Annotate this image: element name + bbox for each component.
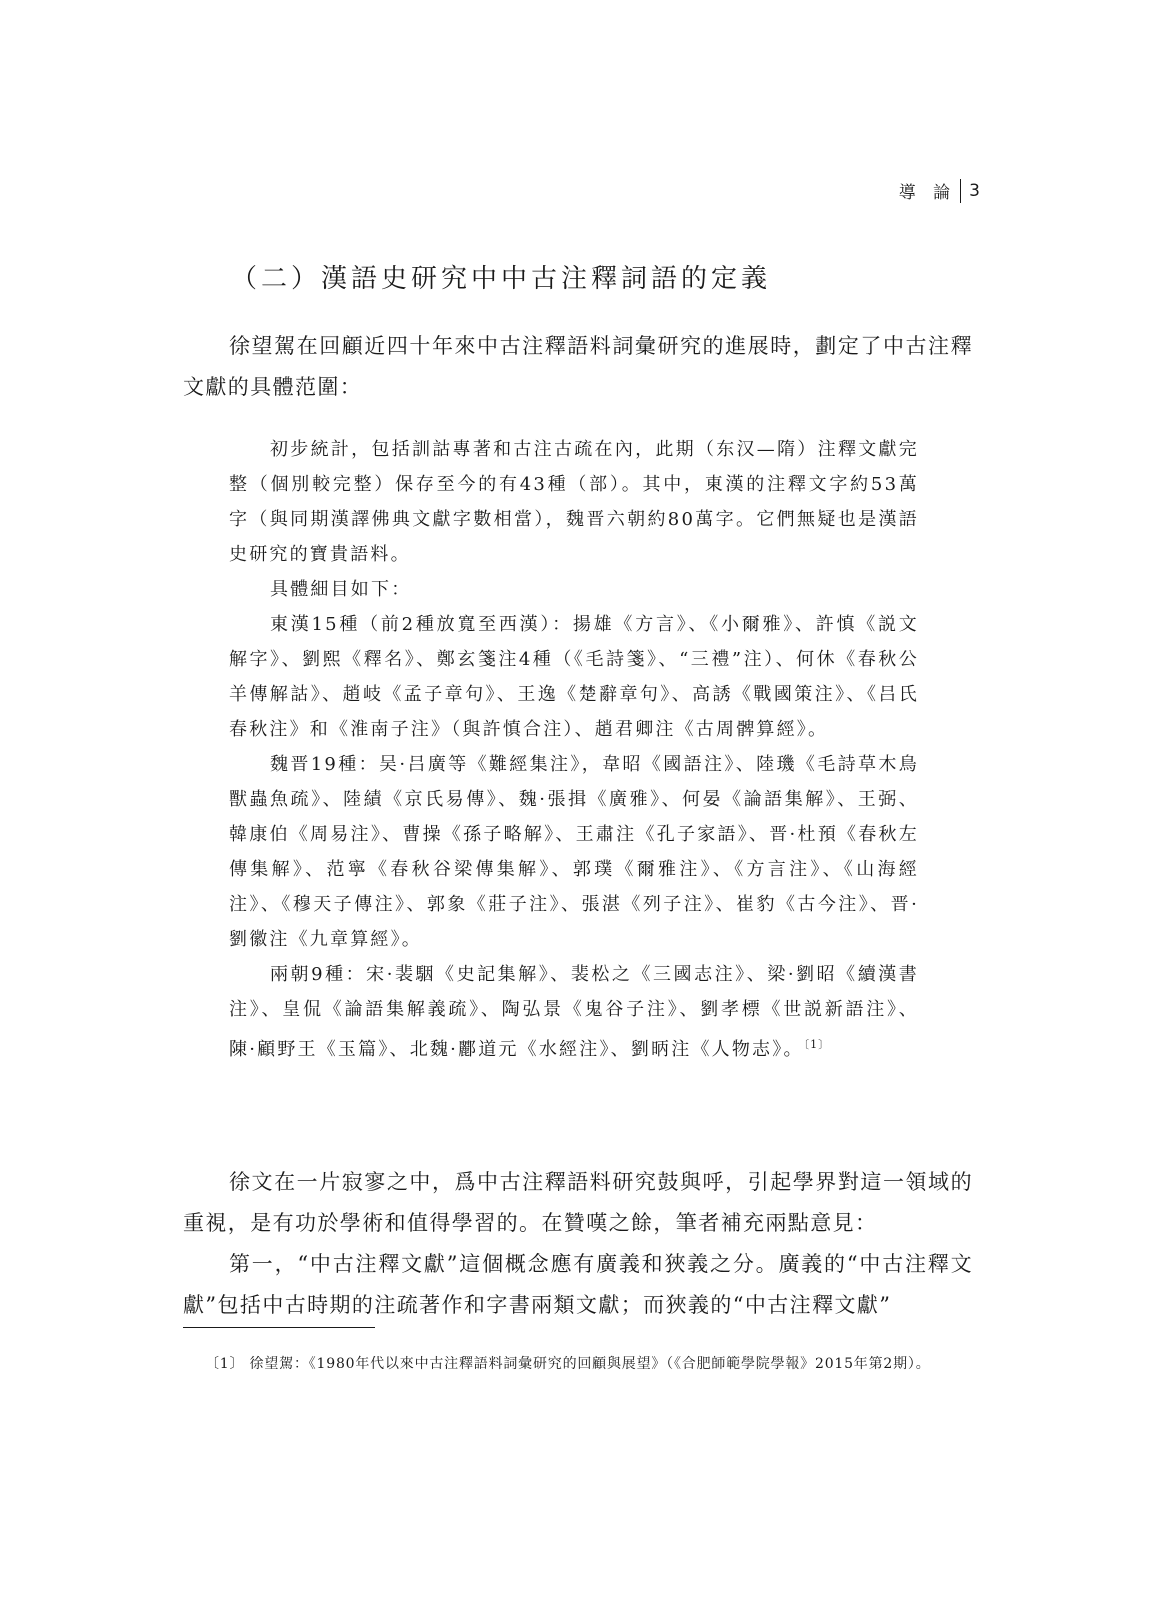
quote-paragraph-1: 初步統計，包括訓詁專著和古注古疏在內，此期（东汉—隋）注釋文獻完整（個別較完整）保存至今的有43種（部）。其中，東漢的注釋文字約53萬字（與同期漢譯佛典文獻字數相當），魏晋六朝約80萬字。它們無疑也是漢語史研究的寶貴語料。 xyxy=(229,439,919,565)
running-header xyxy=(899,178,980,203)
quote-paragraph-4: 魏晋19種：吴·吕廣等《難經集注》，韋昭《國語注》、陸璣《毛詩草木鳥獸蟲魚疏》、陸績《京氏易傳》、魏·張揖《廣雅》、何晏《論語集解》、王弼、韓康伯《周易注》、曹操《孫子略解》、王肅注《孔子家語》、晋·杜預《春秋左傳集解》、范寧《春秋谷梁傳集解》、郭璞《爾雅注》、《方言注》、《山海經注》、《穆天子傳注》、郭象《莊子注》、張湛《列子注》、崔豹《古今注》、晋·劉徽注《九章算經》。 xyxy=(229,754,919,950)
quote-paragraph-2: 具體細目如下： xyxy=(270,579,412,600)
discussion-block xyxy=(183,1162,973,1326)
footnote-divider xyxy=(183,1327,375,1328)
page-number: 3 xyxy=(969,180,980,201)
quote-paragraph-3: 東漢15種（前2種放寬至西漢）：揚雄《方言》、《小爾雅》、許慎《説文解字》、劉熙《釋名》、鄭玄箋注4種（《毛詩箋》、“三禮”注）、何休《春秋公羊傳解詁》、趙岐《孟子章句》、王逸《楚辭章句》、高誘《戰國策注》、《吕氏春秋注》和《淮南子注》（與許慎合注）、趙君卿注《古周髀算經》。 xyxy=(229,614,919,740)
chapter-title: 導 論 xyxy=(898,183,957,203)
block-quote xyxy=(229,432,919,1067)
footnote-marker[interactable]: 〔1〕 xyxy=(803,1038,831,1051)
discussion-paragraph-1: 徐文在一片寂寥之中，爲中古注釋語料研究鼓與呼，引起學界對這一領域的重視，是有功於學術和值得學習的。在贊嘆之餘，筆者補充兩點意見： xyxy=(183,1170,973,1235)
intro-paragraph-block xyxy=(183,326,973,408)
header-divider xyxy=(960,179,961,203)
quote-paragraph-5-text: 兩朝9種：宋·裴駰《史記集解》、裴松之《三國志注》、梁·劉昭《續漢書注》、皇侃《論語集解義疏》、陶弘景《鬼谷子注》、劉孝標《世説新語注》、陳·顧野王《玉篇》、北魏·酈道元《水經注》、劉昞注《人物志》。 xyxy=(229,964,919,1060)
discussion-paragraph-2: 第一，“中古注釋文獻”這個概念應有廣義和狹義之分。廣義的“中古注釋文獻”包括中古時期的注疏著作和字書兩類文獻；而狹義的“中古注釋文獻” xyxy=(183,1252,973,1317)
footnote xyxy=(183,1352,973,1377)
footnote-text: 〔1〕 徐望駕：《1980年代以來中古注釋語料詞彙研究的回顧與展望》（《合肥師範學院學報》2015年第2期）。 xyxy=(205,1356,931,1372)
section-heading: （二）漢語史研究中中古注釋詞語的定義 xyxy=(231,264,772,294)
intro-paragraph: 徐望駕在回顧近四十年來中古注釋語料詞彙研究的進展時，劃定了中古注釋文獻的具體范圍： xyxy=(183,334,973,399)
quote-paragraph-5 xyxy=(229,957,919,1067)
